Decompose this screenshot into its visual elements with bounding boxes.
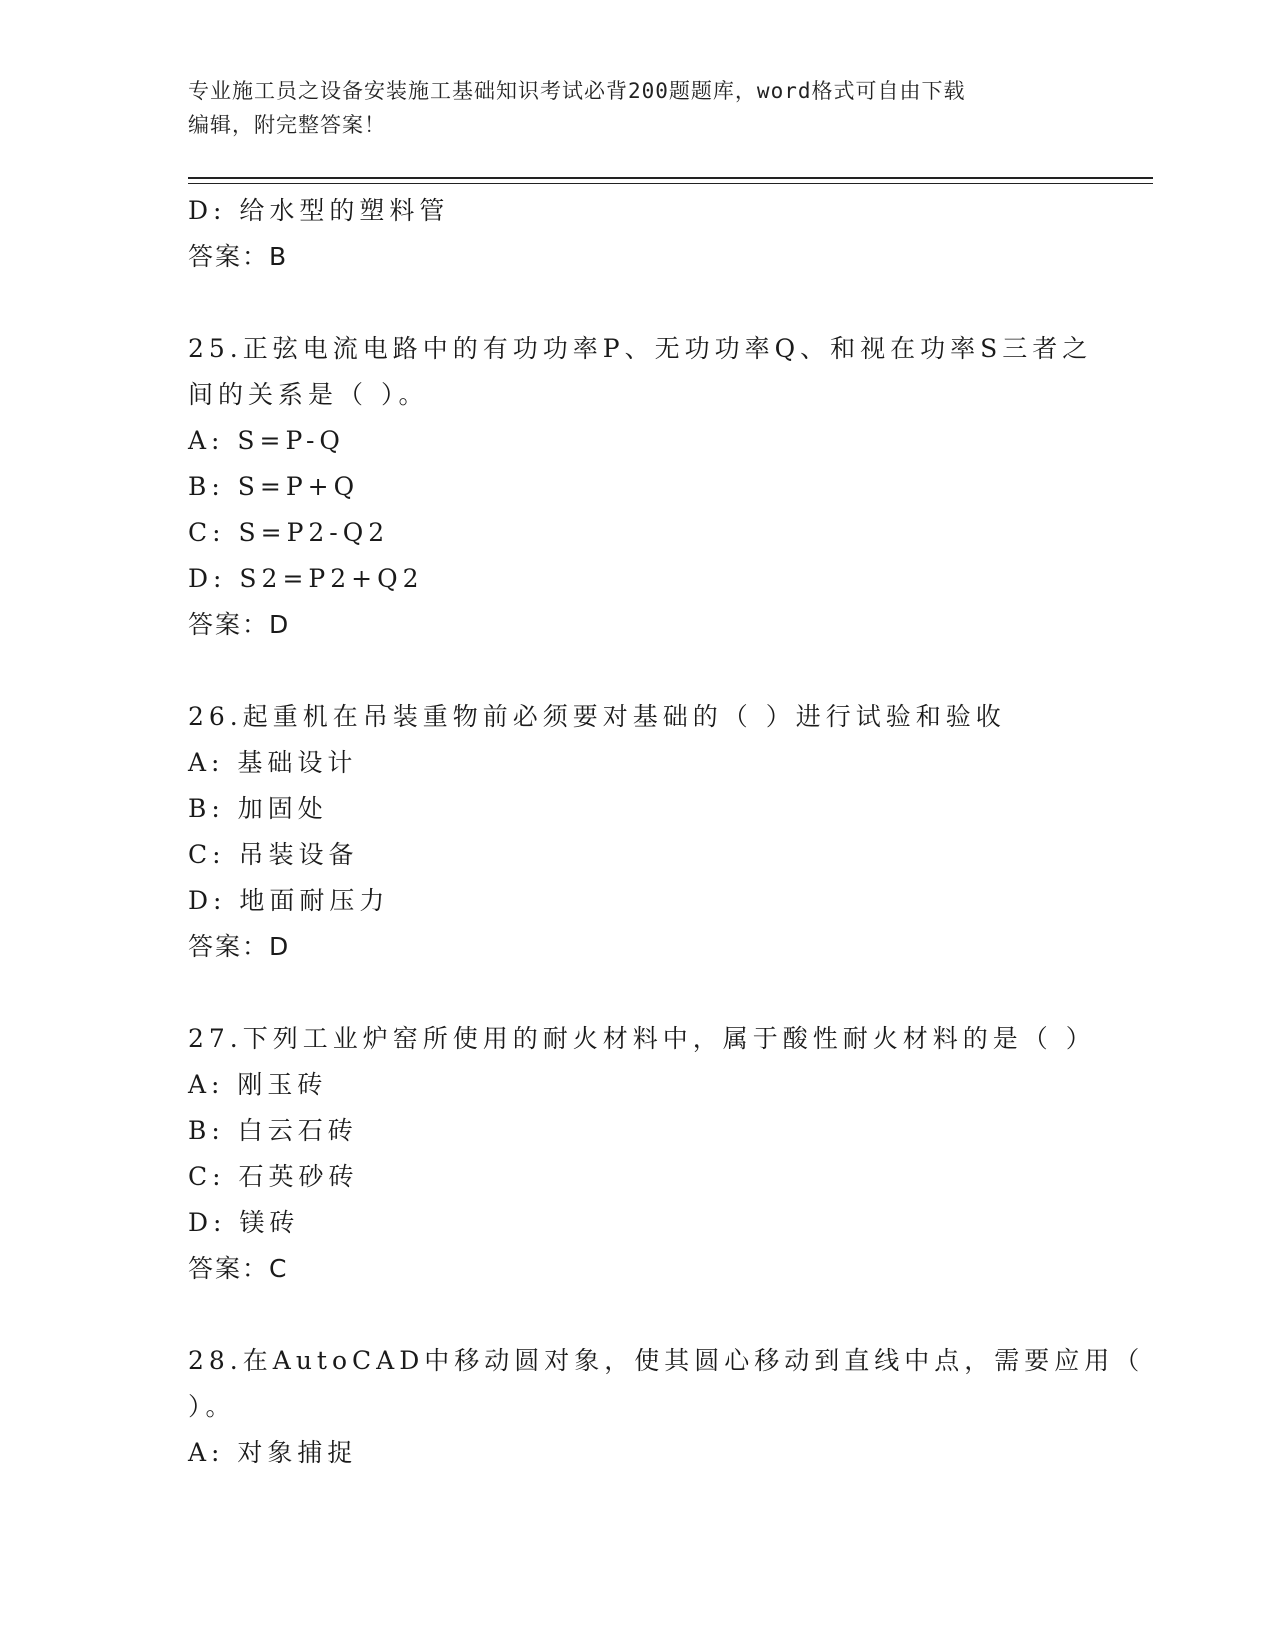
option-b: B: S=P+Q <box>188 472 360 501</box>
option-d: D: 镁砖 <box>188 1208 300 1237</box>
header-divider-thin <box>188 183 1153 184</box>
option-b: B: 白云石砖 <box>188 1116 358 1145</box>
option-a: A: 刚玉砖 <box>188 1070 328 1099</box>
previous-question-tail <box>188 188 1088 280</box>
question-stem: 28.在AutoCAD中移动圆对象，使其圆心移动到直线中点，需要应用（ <box>188 1346 1145 1375</box>
option-a: A: 基础设计 <box>188 748 358 777</box>
answer-line: 答案：D <box>188 610 291 639</box>
option-c: C: 石英砂砖 <box>188 1162 359 1191</box>
option-a: A: S=P-Q <box>188 426 345 455</box>
option-d: D: 地面耐压力 <box>188 886 390 915</box>
option-d: D: S2=P2+Q2 <box>188 564 424 593</box>
option-c: C: S=P2-Q2 <box>188 518 390 547</box>
header-divider-thick <box>188 177 1153 179</box>
spacer <box>188 648 1088 694</box>
question-stem: 25.正弦电流电路中的有功功率P、无功功率Q、和视在功率S三者之 <box>188 334 1093 363</box>
spacer <box>188 280 1088 326</box>
question-stem: 27.下列工业炉窑所使用的耐火材料中，属于酸性耐火材料的是（ ） <box>188 1024 1096 1053</box>
question-27 <box>188 1016 1096 1292</box>
document-header <box>188 74 1068 142</box>
question-stem: 间的关系是（ ）。 <box>188 380 429 409</box>
question-25 <box>188 326 1093 648</box>
question-26 <box>188 694 1088 970</box>
question-stem: ）。 <box>188 1392 236 1421</box>
question-28 <box>188 1338 1145 1476</box>
question-stem: 26.起重机在吊装重物前必须要对基础的（ ）进行试验和验收 <box>188 702 1006 731</box>
header-line-1: 专业施工员之设备安装施工基础知识考试必背200题题库，word格式可自由下载 <box>188 79 966 103</box>
answer-line: 答案：C <box>188 1254 289 1283</box>
answer-line: 答案：D <box>188 932 291 961</box>
option-a: A: 对象捕捉 <box>188 1438 358 1467</box>
option-d: D: 给水型的塑料管 <box>188 196 450 225</box>
spacer <box>188 1292 1088 1338</box>
answer-line: 答案：B <box>188 242 289 271</box>
header-line-2: 编辑，附完整答案！ <box>188 113 386 137</box>
option-b: B: 加固处 <box>188 794 328 823</box>
question-list <box>188 188 1145 1476</box>
spacer <box>188 970 1088 1016</box>
option-c: C: 吊装设备 <box>188 840 359 869</box>
